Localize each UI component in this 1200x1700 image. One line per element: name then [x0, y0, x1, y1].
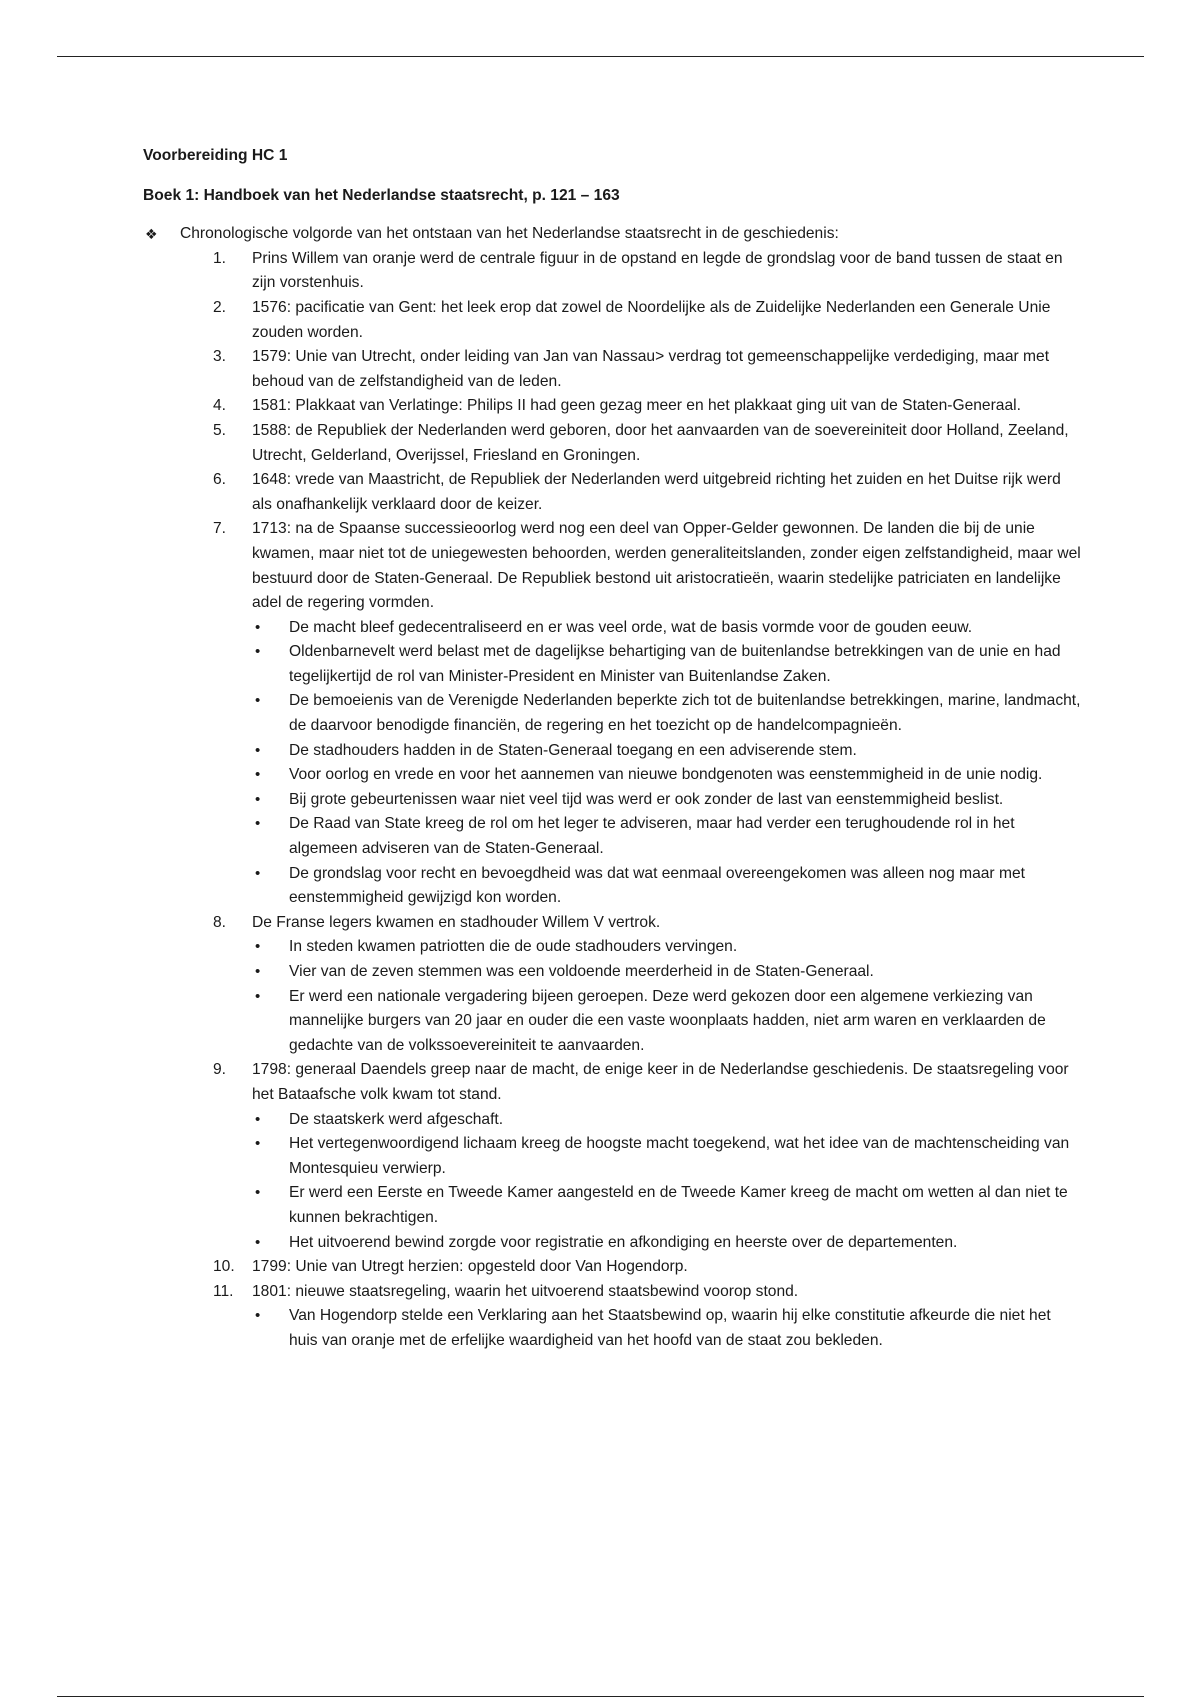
- bullet-text: De macht bleef gedecentraliseerd en er was veel orde, wat de basis vormde voor de gouden eeuw.: [289, 618, 973, 636]
- bullet-text: De staatskerk werd afgeschaft.: [289, 1110, 504, 1128]
- bullet-dot-icon: •: [255, 643, 261, 661]
- list-item-text: 1581: Plakkaat van Verlatinge: Philips II had geen gezag meer en het plakkaat ging uit van de Staten-Generaal.: [252, 397, 1021, 415]
- list-item: [213, 468, 1083, 517]
- list-item: [213, 419, 1083, 468]
- bullet-list: [252, 1108, 1083, 1256]
- bullet-item: [255, 1231, 1083, 1256]
- chronology-list: [143, 247, 1083, 1354]
- bullet-item: [255, 689, 1083, 738]
- list-item-number: 3.: [213, 348, 227, 366]
- list-item-number: 9.: [213, 1061, 227, 1079]
- list-item-number: 10.: [213, 1258, 235, 1276]
- list-item: [213, 394, 1083, 419]
- bullet-dot-icon: •: [255, 790, 261, 808]
- bullet-text: Van Hogendorp stelde een Verklaring aan het Staatsbewind op, waarin hij elke constitutie afkeurde die niet het huis van oranje met de erfelijke waardigheid van het hoofd van de staat zou bekleden.: [289, 1307, 1051, 1349]
- bullet-dot-icon: •: [255, 864, 261, 882]
- bullet-dot-icon: •: [255, 1110, 261, 1128]
- list-item-number: 2.: [213, 298, 227, 316]
- bullet-text: Er werd een nationale vergadering bijeen geroepen. Deze werd gekozen door een algemene verkiezing van mannelijke burgers van 20 jaar en ouder die een vaste woonplaats hadden, niet arm waren en verklaarden de gedachte van de volkssoevereiniteit te aanvaarden.: [289, 987, 1046, 1054]
- bullet-dot-icon: •: [255, 1233, 261, 1251]
- bullet-item: [255, 1304, 1083, 1353]
- bullet-dot-icon: •: [255, 1135, 261, 1153]
- bullet-item: [255, 739, 1083, 764]
- list-item-text: De Franse legers kwamen en stadhouder Willem V vertrok.: [252, 913, 661, 931]
- list-item-number: 1.: [213, 249, 227, 267]
- bullet-list: [252, 1304, 1083, 1353]
- bullet-list: [252, 616, 1083, 911]
- bullet-dot-icon: •: [255, 1184, 261, 1202]
- bullet-dot-icon: •: [255, 766, 261, 784]
- bullet-text: Vier van de zeven stemmen was een voldoende meerderheid in de Staten-Generaal.: [289, 963, 874, 980]
- intro-text: Chronologische volgorde van het ontstaan van het Nederlandse staatsrecht in de geschiedenis:: [180, 225, 839, 243]
- bullet-text: Er werd een Eerste en Tweede Kamer aangesteld en de Tweede Kamer kreeg de macht om wetten al dan niet te kunnen bekrachtigen.: [289, 1184, 1068, 1226]
- bullet-item: [255, 763, 1083, 788]
- diamond-bullet-icon: ❖: [145, 226, 158, 243]
- footer-rule: [57, 1696, 1144, 1697]
- bullet-dot-icon: •: [255, 815, 261, 833]
- list-item: [213, 911, 1083, 1059]
- list-item-text: 1648: vrede van Maastricht, de Republiek der Nederlanden werd uitgebreid richting het zuiden en het Duitse rijk werd als onafhankelijk verklaard door de keizer.: [252, 471, 1061, 513]
- bullet-item: [255, 788, 1083, 813]
- bullet-text: In steden kwamen patriotten die de oude stadhouders vervingen.: [289, 938, 738, 956]
- list-item-text: 1588: de Republiek der Nederlanden werd geboren, door het aanvaarden van de soevereiniteit door Holland, Zeeland, Utrecht, Gelderland, Overijssel, Friesland en Groningen.: [252, 421, 1069, 464]
- document-body: [143, 144, 1083, 1354]
- list-item-text: 1801: nieuwe staatsregeling, waarin het uitvoerend staatsbewind voorop stond.: [252, 1282, 799, 1300]
- document-subtitle: Boek 1: Handboek van het Nederlandse staatsrecht, p. 121 – 163: [143, 186, 620, 204]
- bullet-dot-icon: •: [255, 692, 261, 710]
- bullet-text: De bemoeienis van de Verenigde Nederlanden beperkte zich tot de buitenlandse betrekkingen, marine, landmacht, de daarvoor benodigde financiën, de regering en het toezicht op de handelcompagnieën.: [289, 692, 1081, 735]
- list-item: [213, 1058, 1083, 1255]
- list-item: [213, 296, 1083, 345]
- list-item-number: 7.: [213, 520, 227, 538]
- bullet-item: [255, 1108, 1083, 1133]
- list-item: [213, 345, 1083, 394]
- list-item-text: 1798: generaal Daendels greep naar de macht, de enige keer in de Nederlandse geschiedenis. De staatsregeling voor het Bataafsche volk kwam tot stand.: [252, 1061, 1069, 1103]
- bullet-list: [252, 935, 1083, 1058]
- bullet-item: [255, 985, 1083, 1059]
- list-item-text: 1576: pacificatie van Gent: het leek erop dat zowel de Noordelijke als de Zuidelijke Nederlanden een Generale Unie zouden worden.: [252, 298, 1051, 341]
- list-item: [213, 517, 1083, 911]
- bullet-dot-icon: •: [255, 618, 261, 636]
- list-item-number: 5.: [213, 421, 227, 439]
- header-rule: [57, 56, 1144, 57]
- intro-item: [143, 222, 1083, 247]
- bullet-text: Bij grote gebeurtenissen waar niet veel tijd was werd er ook zonder de last van eenstemmigheid beslist.: [289, 790, 1004, 808]
- bullet-item: [255, 960, 1083, 985]
- bullet-dot-icon: •: [255, 741, 261, 759]
- list-item-number: 6.: [213, 471, 227, 489]
- list-item-number: 8.: [213, 913, 227, 931]
- bullet-text: Voor oorlog en vrede en voor het aannemen van nieuwe bondgenoten was eenstemmigheid in de unie nodig.: [289, 766, 1043, 784]
- bullet-item: [255, 616, 1083, 641]
- bullet-text: De stadhouders hadden in de Staten-Generaal toegang en een adviserende stem.: [289, 741, 857, 759]
- list-item-text: 1713: na de Spaanse successieoorlog werd nog een deel van Opper-Gelder gewonnen. De landen die bij de unie kwamen, maar niet tot de uniegewesten behoorden, werden generaliteitslanden, zonder eigen zelfstandigheid, maar wel bestuurd door de Staten-Generaal. De Republiek bestond uit aristocratieën, waarin stedelijke patriciaten en landelijke adel de regering vormden.: [252, 520, 1081, 612]
- bullet-item: [255, 812, 1083, 861]
- bullet-item: [255, 935, 1083, 960]
- bullet-dot-icon: •: [255, 938, 261, 956]
- bullet-text: De grondslag voor recht en bevoegdheid was dat wat eenmaal overeengekomen was alleen nog maar met eenstemmigheid gewijzigd kon worden.: [289, 864, 1025, 907]
- bullet-text: De Raad van State kreeg de rol om het leger te adviseren, maar had verder een terughoudende rol in het algemeen adviseren van de Staten-Generaal.: [289, 815, 1015, 858]
- document-title: Voorbereiding HC 1: [143, 147, 288, 164]
- bullet-item: [255, 1132, 1083, 1181]
- bullet-dot-icon: •: [255, 963, 261, 980]
- bullet-item: [255, 640, 1083, 689]
- list-item: [213, 1255, 1083, 1280]
- list-item-text: Prins Willem van oranje werd de centrale figuur in de opstand en legde de grondslag voor de band tussen de staat en zijn vorstenhuis.: [252, 249, 1063, 292]
- list-item-text: 1579: Unie van Utrecht, onder leiding van Jan van Nassau> verdrag tot gemeenschappelijke verdediging, maar met behoud van de zelfstandigheid van de leden.: [252, 348, 1050, 390]
- bullet-text: Oldenbarnevelt werd belast met de dagelijkse behartiging van de buitenlandse betrekkingen van de unie en had tegelijkertijd de rol van Minister-President en Minister van Buitenlandse Zaken.: [289, 643, 1061, 685]
- list-item: [213, 247, 1083, 296]
- bullet-text: Het vertegenwoordigend lichaam kreeg de hoogste macht toegekend, wat het idee van de machtenscheiding van Montesquieu verwierp.: [289, 1135, 1070, 1177]
- bullet-text: Het uitvoerend bewind zorgde voor registratie en afkondiging en heerste over de departementen.: [289, 1233, 958, 1251]
- bullet-dot-icon: •: [255, 987, 261, 1005]
- bullet-item: [255, 1181, 1083, 1230]
- bullet-item: [255, 862, 1083, 911]
- list-item-number: 11.: [213, 1282, 234, 1300]
- list-item-text: 1799: Unie van Utregt herzien: opgesteld door Van Hogendorp.: [252, 1258, 688, 1276]
- bullet-dot-icon: •: [255, 1307, 261, 1325]
- list-item: [213, 1280, 1083, 1354]
- list-item-number: 4.: [213, 397, 227, 415]
